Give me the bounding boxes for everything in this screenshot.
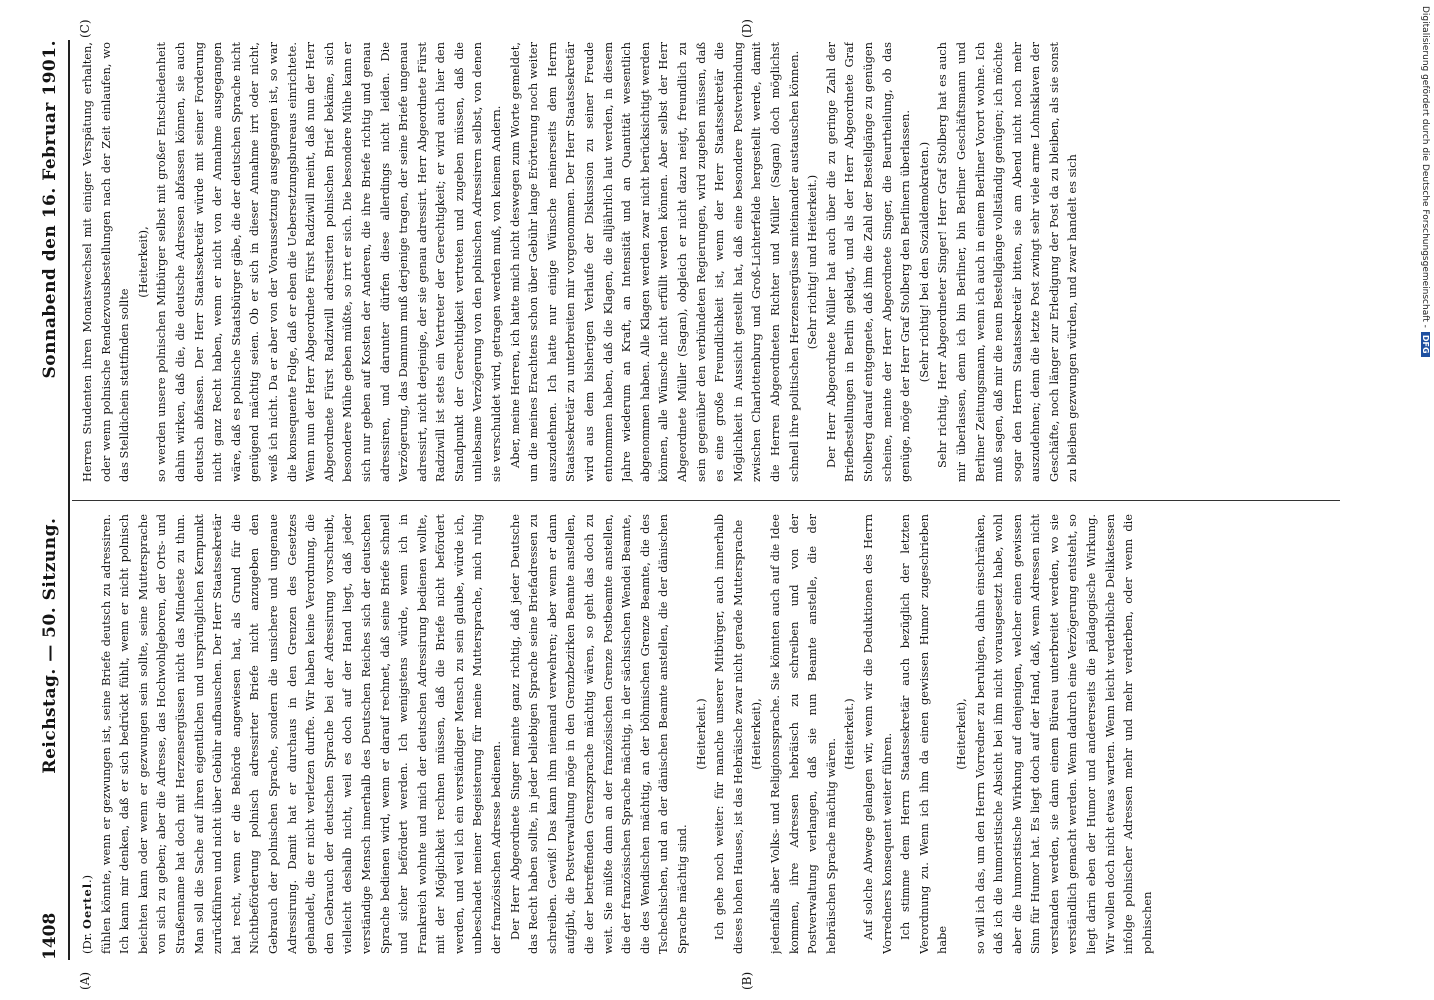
dfg-logo: DFG [1421, 332, 1430, 357]
interjection: (Heiterkeit), [749, 698, 764, 770]
paragraph: jedenfalls aber Volks- und Religionssprache. Sie könnten auch auf die Idee kommen, ihre Adressen hebräisch zu schreiben und von der Postverwaltung verlangen, daß sie nun Beamte anstelle, die der hebräischen Sprache mächtig wären. [767, 514, 838, 954]
page-number: 1408 [40, 912, 60, 960]
margin-marker-a: (A) [78, 971, 92, 990]
column-divider [72, 500, 1340, 501]
speaker-line [78, 514, 97, 954]
paragraph: Aber, meine Herren, ich hatte mich nicht deswegen zum Worte gemeldet, um die meines Erachtens schon über Gebühr lange Erörterung noch weiter auszudehnen. Ich hatte nur einige Wünsche meinerseits dem Herrn Staatssekretär zu unterbreiten mir vorgenommen. Der Herr Staatssekretär wird aus dem bisherigen Verlaufe der Diskussion zu seiner Freude entnommen haben, daß die Klagen, die alljährlich laut werden, in diesem Jahre wiederum an Kraft, an Intensität und an Quantität wesentlich abgenommen haben. Alle Klagen werden zwar nicht berücksichtigt werden können, alle Wünsche nicht erfüllt werden können. Aber selbst der Herr Abgeordnete Müller (Sagan), obgleich er nicht dazu neigt, freundlich zu sein gegenüber den verbündeten Regierungen, wird zugeben müssen, daß es eine große Freundlichkeit ist, wenn der Herr Staatssekretär die Möglichkeit in Aussicht gestellt hat, daß eine besondere Postverbindung zwischen Charlottenburg und Groß-Lichterfelde hergestellt werde, damit die Herren Abgeordneten Richter und Müller (Sagan) doch möglichst schnell ihre politischen Herzensergüsse miteinander austauschen können. [507, 42, 801, 482]
margin-marker-d: (D) [740, 19, 754, 38]
paragraph: fühlen könnte, wenn er gezwungen ist, seine Briefe deutsch zu adressiren. Ich kann mir denken, daß er sich bedrückt fühlt, wenn er nicht polnisch beichten kann oder wenn er gezwungen sein sollte, seine Muttersprache von sich zu geben; aber die Adresse, das Hochwohlgeboren, der Orts- und Straßenname hat doch mit Herzensergüssen nicht das Mindeste zu thun. Man soll die Sache auf ihren eigentlichen und ursprünglichen Kernpunkt zurückführen und nicht über Gebühr aufbauschen. Der Herr Staatssekretär hat recht, wenn er die Behörde angewiesen hat, als Grund für die Nichtbeförderung polnisch adressirter Briefe nicht anzugeben den Gebrauch der polnischen Sprache, sondern die unsichere und ungenaue Adressirung. Damit hat er durchaus in den Grenzen des Gesetzes gehandelt, die er nicht verletzen durfte. Wir haben keine Verordnung, die den Gebrauch der deutschen Sprache bei der Adressirung vorschreibt, vielleicht deshalb nicht, weil es doch auf der Hand liegt, daß jeder verständige Mensch innerhalb des Deutschen Reiches sich der deutschen Sprache bedienen wird, wenn er darauf rechnet, daß seine Briefe schnell und sicher befördert werden. Ich wenigstens würde, wenn ich in Frankreich wohnte und mich der deutschen Adressirung bedienen wollte, mit der Möglichkeit rechnen müssen, daß die Briefe nicht befördert werden, und weil ich ein verständiger Mensch zu sein glaube, würde ich, unbeschadet meiner Begeisterung für meine Muttersprache, mich ruhig der französischen Adresse bedienen. [98, 514, 504, 954]
paragraph: Ich gehe noch weiter: für manche unserer Mitbürger, auch innerhalb dieses hohen Hauses, ist das Hebräische zwar nicht gerade Muttersprache [712, 514, 745, 954]
session-title: Reichstag. — 50. Sitzung. [40, 517, 60, 774]
interjection: (Heiterkeit), [135, 226, 150, 298]
paragraph: Herren Studenten ihren Monatswechsel mit einiger Verspätung erhalten, oder wenn polnische Rendezvousbestellungen nach der Zeit einlaufen, wo das Stelldichein stattfinden sollte [80, 42, 132, 482]
interjection: (Heiterkeit.) [693, 698, 708, 770]
paragraph: Der Herr Abgeordnete Singer meinte ganz richtig, daß jeder Deutsche das Recht haben sollte, in jeder beliebigen Sprache seine Briefadressen zu schreiben. Gewiß! Das kann ihm niemand verwehren; aber wenn er dann aufgibt, die Postverwaltung möge in den Grenzbezirken Beamte anstellen, die der betreffenden Grenzsprache mächtig wären, so geht das doch zu weit. Sie müßte dann an der französischen Grenze Postbeamte anstellen, die der französischen Sprache mächtig, in der sächsischen Wendei Beamte, die des Wendischen mächtig, an der böhmischen Grenze Beamte, die des Tschechischen, und an der dänischen Beamte anstellen, die der dänischen Sprache mächtig sind. [507, 514, 689, 954]
left-column [78, 514, 1338, 954]
speaker-name: Oertel [80, 882, 94, 929]
page-header [40, 40, 70, 960]
paragraph: Ich stimme dem Herrn Staatssekretär auch bezüglich der letzten Verordnung zu. Wenn ich ihm da einen gewissen Humor zugeschrieben habe [898, 514, 950, 954]
paragraph: Sehr richtig, Herr Abgeordneter Singer! Herr Graf Stolberg hat es auch mir überlassen, denn ich bin Berliner, bin Berliner Geschäftsmann und Berliner Zeitungsmann, wenn ich auch in einem Berliner Vorort wohne. Ich muß sagen, daß mir die neun Bestellgänge vollständig genügen; ich möchte sogar den Herrn Staatssekretär bitten, sie am Abend nicht noch mehr auszudehnen; denn die letzte Post zwingt sehr viele arme Lohnsklaven der Geschäfte, noch länger zur Erledigung der Post da zu bleiben, als sie sonst zu bleiben gezwungen würden, und zwar handelt es sich [935, 42, 1080, 482]
speaker-suffix: .) [80, 874, 94, 883]
margin-marker-c: (C) [78, 19, 92, 38]
interjection: (Sehr richtig! und Heiterkeit.) [805, 174, 820, 350]
digitization-credit [1414, 6, 1432, 706]
paragraph: Der Herr Abgeordnete Müller hat auch über die zu geringe Zahl der Briefbestellungen in Berlin geklagt, und als der Herr Abgeordnete Graf Stolberg darauf entgegnete, daß ihm die Zahl der Bestellgänge zu genügen scheine, meinte der Herr Abgeordnete Singer, die Beurtheilung, ob das genüge, möge der Herr Graf Stolberg den Berlinern überlassen. [823, 42, 913, 482]
credit-text-wrap [1420, 6, 1430, 706]
interjection: (Heiterkeit.) [842, 698, 857, 770]
interjection: (Sehr richtig! bei den Sozialdemokraten.) [916, 141, 931, 383]
paragraph: so werden unsere polnischen Mitbürger selbst mit großer Entschiedenheit dahin wirken, daß die, die deutsche Adressen abfassen können, sie auch deutsch abfassen. Der Herr Staatssekretär würde mit seiner Forderung nicht ganz Recht haben, wenn er nicht von der Annahme ausgegangen wäre, daß es polnische Staatsbürger gäbe, die der deutschen Sprache nicht genügend mächtig seien. Ob er sich in dieser Annahme irrt oder nicht, weiß ich nicht. Da er aber von der Voraussetzung ausgegangen ist, so war die konsequente Folge, daß er eben die Uebersetzungsbureaus einrichtete. Wenn nun der Herr Abgeordnete Fürst Radziwill meint, daß nun der Herr Abgeordnete Fürst Radziwill adressirten polnischen Brief bekäme, sich besondere Mühe geben müßte, so irrt er sich. Die besondere Mühe kann er sich nur geben auf Kosten der Anderen, die ihre Briefe richtig und genau adressiren, und darunter dürfen diese allerdings nicht leiden. Die Verzögerung, das Damnum muß derjenige tragen, der seine Briefe ungenau adressirt, nicht derjenige, der sie genau adressirt. Herr Abgeordnete Fürst Radziwill ist stets ein Vertreter der Gerechtigkeit; er wird auch hier den Standpunkt der Gerechtigkeit vertreten und zugeben müssen, daß die unliebsame Verzögerung von den polnischen Adressirern selbst, von denen sie verschuldet wird, getragen werden muß, von keinem Andern. [154, 42, 504, 482]
credit-text: Digitalisierung gefördert durch die Deutsche Forschungsgemeinschaft - [1420, 6, 1430, 328]
paragraph: so will ich das, um den Herrn Vorredner zu beruhigen, dahin einschränken, daß ich die humoristische Absicht bei ihm nicht vorausgesetzt habe, wohl aber die humoristische Wirkung auf denjenigen, welcher einen gewissen Sinn für Humor hat. Es liegt doch auf der Hand, daß, wenn Adressen nicht verstanden werden, sie dann einem Büreau unterbreitet werden, wo sie verständlich gemacht werden. Wenn dadurch eine Verzögerung entsteht, so liegt darin eben der Humor und andererseits die pädagogische Wirkung. Wir wollen doch nicht etwas warten. Wenn leicht verderbliche Delikatessen infolge polnischer Adressen mehr und mehr verderben, oder wenn die polnischen [972, 514, 1154, 954]
session-date: Sonnabend den 16. Februar 1901. [40, 40, 60, 379]
speaker-prefix: (Dr. [80, 932, 94, 954]
paragraph: Auf solche Abwege gelangen wir, wenn wir die Deduktionen des Herrn Vorredners konsequent weiter führen. [860, 514, 894, 954]
interjection: (Heiterkeit), [953, 698, 968, 770]
margin-marker-b: (B) [740, 971, 754, 990]
right-column [78, 42, 1338, 482]
